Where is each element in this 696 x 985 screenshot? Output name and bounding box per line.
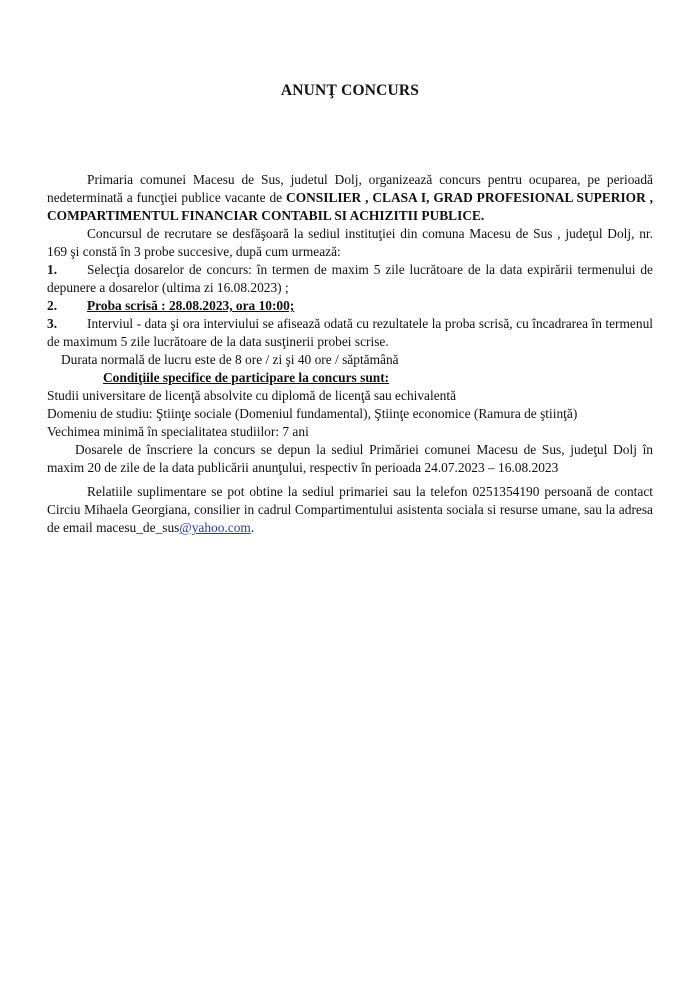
step-3-content: Interviul - data şi ora interviului se afisează odată cu rezultatele la proba scrisă, cu încadrarea în termenul de maximum 5 zile lucrătoare de la data susţinerii probei scrise. — [47, 316, 653, 349]
contact-paragraph — [47, 483, 653, 537]
step-2 — [47, 297, 653, 315]
intro-paragraph — [47, 171, 653, 225]
step-number: 2. — [47, 298, 58, 313]
contact-end: . — [250, 520, 255, 535]
intro-text: Primaria comunei Macesu de Sus, judetul Dolj, organizează concurs pentru ocuparea, pe perioadă nedeterminată a funcţiei publice vacante de — [47, 172, 653, 205]
written-exam-date: Proba scrisă : 28.08.2023, ora 10:00; — [87, 298, 295, 313]
step-1-text — [47, 261, 653, 297]
work-duration: Durata normală de lucru este de 8 ore / zi şi 40 ore / săptămână — [61, 352, 399, 367]
document-title: ANUNŢ CONCURS — [280, 82, 420, 99]
step-number: 1. — [47, 262, 58, 277]
contact-text: Relatiile suplimentare se pot obtine la sediul primariei sau la telefon 0251354190 persoană de contact Circiu Mihaela Georgiana, consilier in cadrul Compartimentului asistenta sociala si resurse umane, sau la adresa de email macesu_de_sus — [47, 484, 653, 535]
conditions-heading: Condiţiile specifice de participare la concurs sunt: — [103, 370, 390, 385]
step-number: 3. — [47, 316, 58, 331]
step-1-content: Selecţia dosarelor de concurs: în termen de maxim 5 zile lucrătoare de la data expirării termenului de depunere a dosarelor (ultima zi 16.08.2023) ; — [47, 262, 653, 295]
email-link[interactable]: @yahoo.com — [179, 520, 251, 535]
condition-item: Studii universitare de licenţă absolvite cu diplomă de licenţă sau echivalentă — [47, 388, 457, 403]
condition-item: Domeniu de studiu: Ştiinţe sociale (Domeniul fundamental), Ştiinţe economice (Ramura de ştiinţă) — [47, 406, 578, 421]
step-3-text — [47, 315, 653, 351]
condition-item: Vechimea minimă în specialitatea studiilor: 7 ani — [47, 424, 309, 439]
location-paragraph: Concursul de recrutare se desfăşoară la sediul instituţiei din comuna Macesu de Sus , judeţul Dolj, nr. 169 şi constă în 3 probe succesive, după cum urmează: — [47, 226, 653, 259]
document-body — [47, 171, 653, 537]
submission-paragraph: Dosarele de înscriere la concurs se depun la sediul Primăriei comunei Macesu de Sus, judeţul Dolj în maxim 20 de zile de la data publicării anunţului, respectiv în perioada 24.07.2023 – 16.08.2023 — [47, 442, 653, 475]
position-title: CONSILIER , CLASA I, GRAD PROFESIONAL SUPERIOR , COMPARTIMENTUL FINANCIAR CONTABIL SI ACHIZITII PUBLICE. — [47, 190, 654, 223]
